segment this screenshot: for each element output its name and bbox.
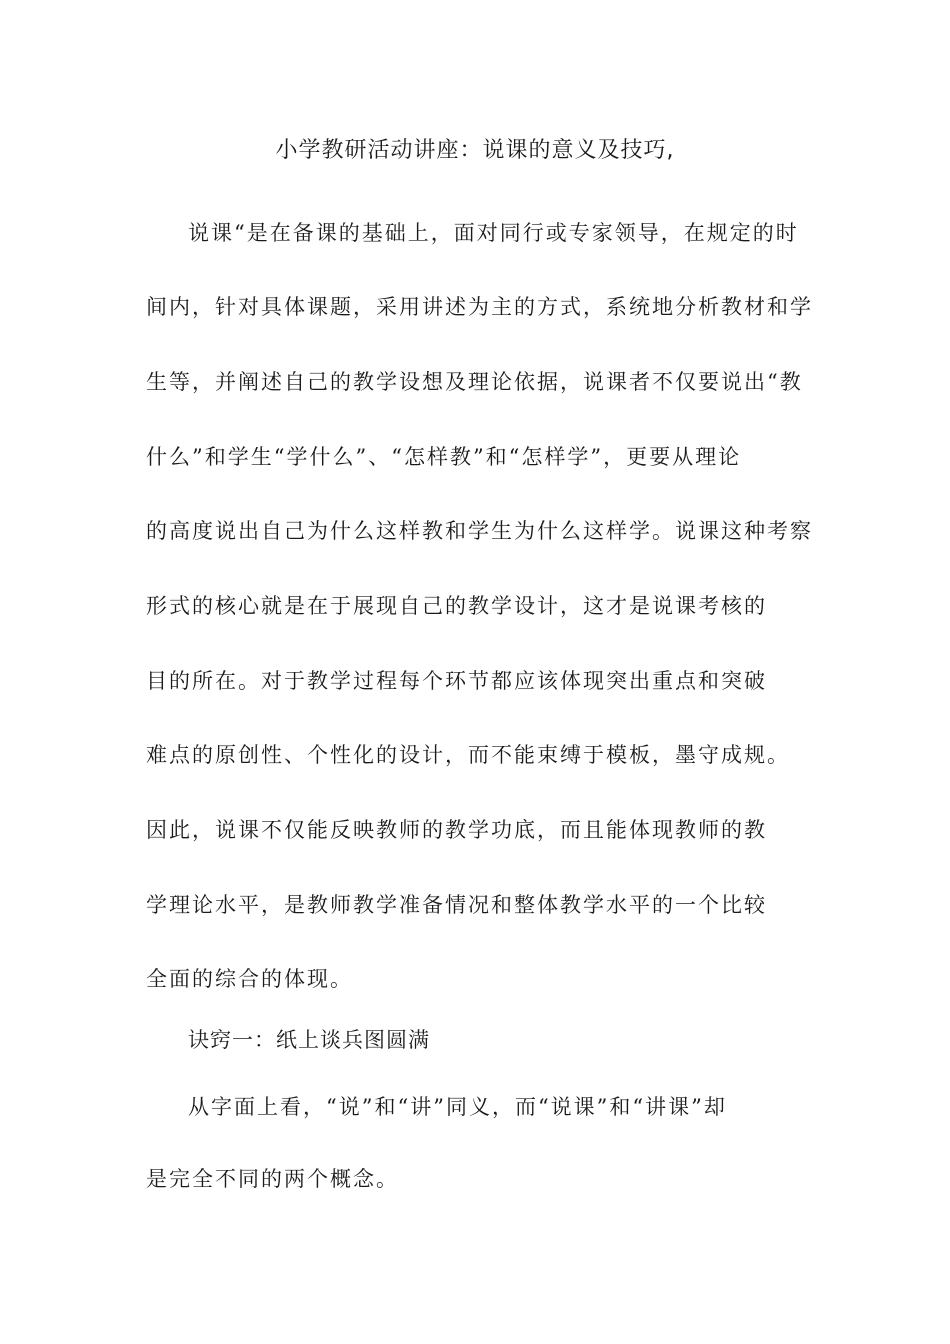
paragraph-line: 生等，并阐述自己的教学设想及理论依据，说课者不仅要说出“教 xyxy=(146,370,803,394)
paragraph-line: 的高度说出自己为什么这样教和学生为什么这样学。说课这种考察 xyxy=(146,519,813,543)
paragraph-line: 间内，针对具体课题，采用讲述为主的方式，系统地分析教材和学 xyxy=(146,295,813,319)
paragraph-line: 形式的核心就是在于展现自己的教学设计，这才是说课考核的 xyxy=(146,594,767,618)
paragraph-line: 是完全不同的两个概念。 xyxy=(146,1167,399,1191)
paragraph-line: 什么”和学生“学什么”、“怎样教”和“怎样学”，更要从理论 xyxy=(146,445,742,469)
document-title: 小学教研活动讲座：说课的意义及技巧, xyxy=(275,138,675,163)
paragraph-line: 因此，说课不仅能反映教师的教学功底，而且能体现教师的教 xyxy=(146,818,767,842)
paragraph-line: 全面的综合的体现。 xyxy=(146,967,353,991)
paragraph-line: 从字面上看，“说”和“讲”同义，而“说课”和“讲课”却 xyxy=(188,1095,727,1119)
section-heading: 诀窍一：纸上谈兵图圆满 xyxy=(188,1028,430,1052)
paragraph-line: 难点的原创性、个性化的设计，而不能束缚于模板，墨守成规。 xyxy=(146,743,790,767)
paragraph-line: 目的所在。对于教学过程每个环节都应该体现突出重点和突破 xyxy=(146,669,767,693)
paragraph-line: 说课“是在备课的基础上，面对同行或专家领导，在规定的时 xyxy=(188,221,799,245)
paragraph-line: 学理论水平，是教师教学准备情况和整体教学水平的一个比较 xyxy=(146,893,767,917)
